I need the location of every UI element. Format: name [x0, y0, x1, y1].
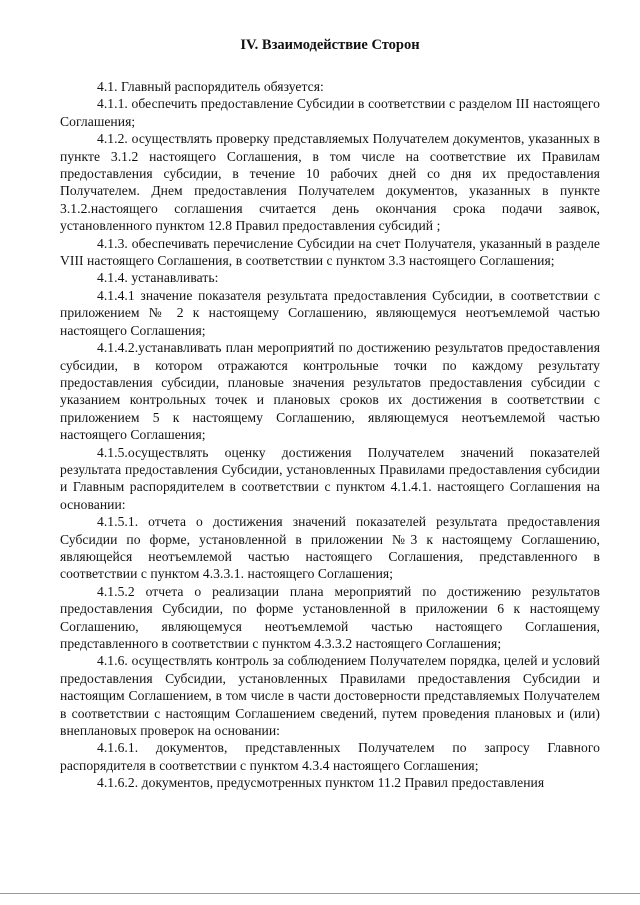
- paragraph-4-1-3: 4.1.3. обеспечивать перечисление Субсидии на счет Получателя, указанный в разделе VIII настоящего Соглашения, в соответствии с пунктом 3.3 настоящего Соглашения;: [60, 235, 600, 269]
- paragraph-4-1-4-2: 4.1.4.2.устанавливать план мероприятий по достижению результатов предоставления субсидии, в котором отражаются контрольные точки по каждому результату предоставления субсидии, плановые значения результатов предоставления субсидии с указанием контрольных точек и плановых сроков их достижения в соответствии с приложением 5 к настоящему Соглашению, являющемуся неотъемлемой частью настоящего Соглашения;: [60, 340, 600, 443]
- paragraph-4-1-4: 4.1.4. устанавливать:: [97, 270, 219, 286]
- paragraph-4-1-6: 4.1.6. осуществлять контроль за соблюдением Получателем порядка, целей и условий предоставления Субсидии, установленных Правилами предоставления Субсидии и настоящим Соглашением, в том числе в части достоверности представляемых Получателем в соответствии с настоящим Соглашением сведений, путем проведения плановых и (или) внеплановых проверок на основании:: [60, 653, 600, 739]
- paragraph-4-1: 4.1. Главный распорядитель обязуется:: [97, 79, 324, 94]
- paragraph-4-1-6-1: 4.1.6.1. документов, представленных Получателем по запросу Главного распорядителя в соответствии с пунктом 4.3.4 настоящего Соглашения;: [60, 740, 600, 773]
- bottom-divider: [0, 893, 640, 894]
- paragraph-4-1-6-2: 4.1.6.2. документов, предусмотренных пунктом 11.2 Правил предоставления: [97, 775, 545, 791]
- paragraph-4-1-5-2: 4.1.5.2 отчета о реализации плана мероприятий по достижению результатов предоставления Субсидии, по форме установленной в приложении 6 к настоящему Соглашению, являющемуся неотъемлемой частью настоящего Соглашения, представленного в соответствии с пунктом 4.3.3.2 настоящего Соглашения;: [60, 583, 600, 651]
- paragraph-4-1-5: 4.1.5.осуществлять оценку достижения Получателем значений показателей результата предоставления Субсидии, установленных Правилами предоставления субсидии и Главным распорядителем в соответствии с пунктом 4.1.4.1. настоящего Соглашения на основании:: [60, 444, 600, 512]
- paragraph-4-1-4-1: 4.1.4.1 значение показателя результата предоставления Субсидии, в соответствии с приложением № 2 к настоящему Соглашению, являющемуся неотъемлемой частью настоящего Соглашения;: [60, 287, 600, 338]
- document-page: [60, 36, 600, 792]
- paragraph-4-1-1: 4.1.1. обеспечить предоставление Субсидии в соответствии с разделом III настоящего Соглашения;: [60, 96, 600, 129]
- paragraph-4-1-2: 4.1.2. осуществлять проверку представляемых Получателем документов, указанных в пункте 3.1.2 настоящего Соглашения, в том числе на соответствие их Правилам предоставления субсидии, в течение 10 рабочих дней со дня их предоставления Получателем. Днем предоставления Получателем документов, указанных в пункте 3.1.2.настоящего соглашения считается день окончания срока подачи заявок, установленного пунктом 12.8 Правил предоставления субсидий ;: [60, 131, 600, 234]
- section-title: IV. Взаимодействие Сторон: [240, 37, 420, 53]
- paragraph-4-1-5-1: 4.1.5.1. отчета о достижения значений показателей результата предоставления Субсидии по форме, установленной в приложении №3 к настоящему Соглашению, являющейся неотъемлемой частью настоящего Соглашения, представленного в соответствии с пунктом 4.3.3.1. настоящего Соглашения;: [60, 514, 600, 582]
